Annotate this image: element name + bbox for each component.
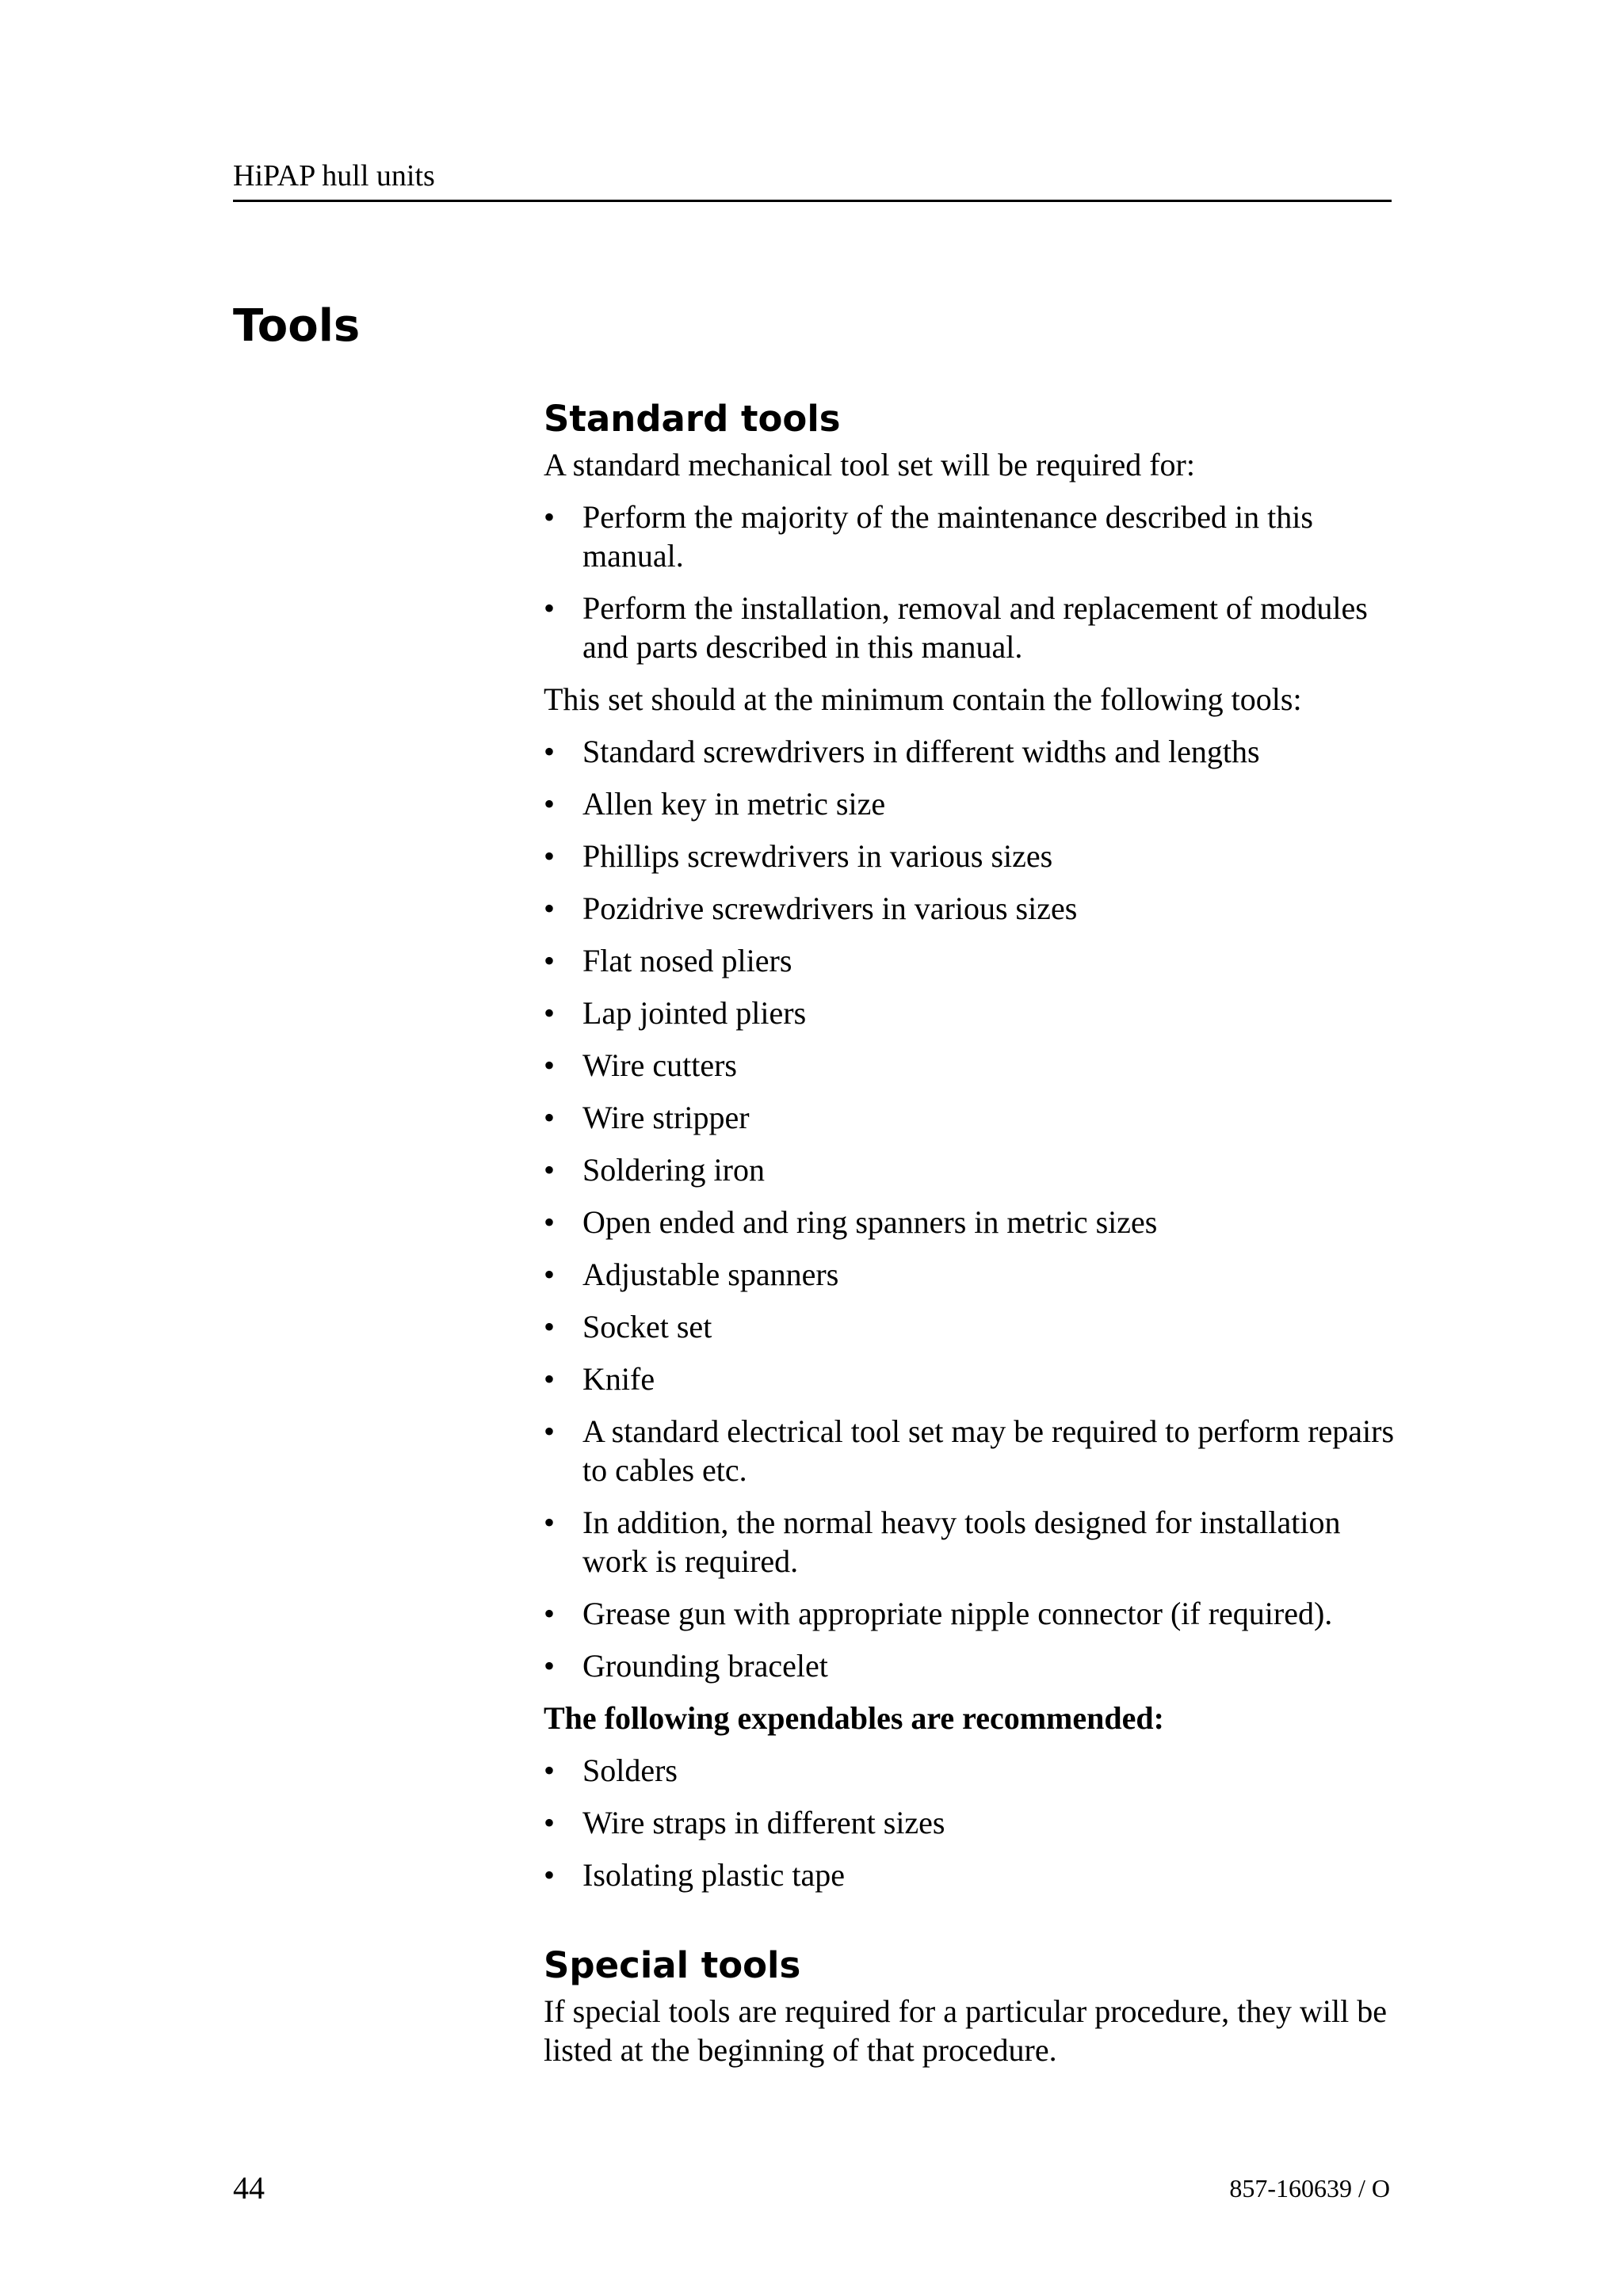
expendables-intro: The following expendables are recommended: [544, 1700, 1164, 1736]
bullet-icon: • [544, 1361, 556, 1397]
list-item-text: Solders [582, 1753, 678, 1788]
list-item [544, 1503, 1400, 1581]
list-item-text: Perform the installation, removal and replacement of modules and parts described in this manual. [582, 590, 1368, 665]
list-item [544, 994, 1400, 1032]
bullet-icon: • [544, 1257, 556, 1292]
list-item [544, 1855, 1400, 1894]
bullet-icon: • [544, 995, 556, 1031]
list-item-text: Pozidrive screwdrivers in various sizes [582, 891, 1078, 926]
list-item [544, 889, 1400, 928]
list-item-text: Adjustable spanners [582, 1257, 839, 1292]
list-item [544, 1360, 1400, 1398]
bullet-icon: • [544, 786, 556, 822]
tool-set-intro: This set should at the minimum contain the following tools: [544, 681, 1302, 717]
list-item-text: Knife [582, 1361, 655, 1397]
list-item-text: In addition, the normal heavy tools designed for installation work is required. [582, 1505, 1341, 1579]
bullet-icon: • [544, 1047, 556, 1083]
list-item [544, 1751, 1400, 1790]
bullet-icon: • [544, 1648, 556, 1684]
bullet-icon: • [544, 1309, 556, 1344]
list-item [544, 589, 1400, 666]
list-item-text: Wire cutters [582, 1047, 737, 1083]
list-item [544, 1307, 1400, 1346]
list-item [544, 1046, 1400, 1085]
bullet-icon: • [544, 891, 556, 926]
running-header: HiPAP hull units [233, 159, 435, 193]
section-gap [544, 1908, 1400, 1939]
list-item-text: Wire stripper [582, 1100, 750, 1135]
bullet-icon: • [544, 1857, 556, 1893]
purpose-list [544, 498, 1400, 666]
list-item-text: Socket set [582, 1309, 712, 1344]
list-item [544, 1646, 1400, 1685]
header-rule [233, 200, 1392, 202]
list-item [544, 1412, 1400, 1489]
list-item-text: Open ended and ring spanners in metric sizes [582, 1204, 1158, 1240]
list-item [544, 1098, 1400, 1137]
standard-tools-intro: A standard mechanical tool set will be required for: [544, 447, 1195, 482]
bullet-icon: • [544, 1805, 556, 1840]
bullet-icon: • [544, 1204, 556, 1240]
list-item-text: Grease gun with appropriate nipple connector (if required). [582, 1596, 1333, 1631]
list-item-text: Standard screwdrivers in different widths and lengths [582, 734, 1260, 769]
list-item-text: Flat nosed pliers [582, 943, 792, 978]
list-item-text: Perform the majority of the maintenance described in this manual. [582, 499, 1313, 574]
bullet-icon: • [544, 499, 556, 535]
bullet-icon: • [544, 1596, 556, 1631]
list-item [544, 498, 1400, 575]
list-item-text: Lap jointed pliers [582, 995, 807, 1031]
document-id: 857-160639 / O [1229, 2174, 1390, 2203]
list-item [544, 941, 1400, 980]
bullet-icon: • [544, 943, 556, 978]
bullet-icon: • [544, 1100, 556, 1135]
main-content [544, 393, 1400, 2083]
tool-list [544, 732, 1400, 1685]
list-item-text: Soldering iron [582, 1152, 765, 1188]
list-item [544, 1203, 1400, 1241]
bullet-icon: • [544, 838, 556, 874]
list-item-text: A standard electrical tool set may be required to perform repairs to cables etc. [582, 1413, 1395, 1488]
list-item [544, 1255, 1400, 1294]
standard-tools-heading: Standard tools [544, 398, 841, 440]
list-item [544, 1803, 1400, 1842]
section-title: Tools [233, 300, 361, 352]
bullet-icon: • [544, 590, 556, 626]
bullet-icon: • [544, 1505, 556, 1540]
list-item [544, 837, 1400, 875]
list-item [544, 1594, 1400, 1633]
bullet-icon: • [544, 1152, 556, 1188]
list-item [544, 1150, 1400, 1189]
special-tools-heading: Special tools [544, 1944, 801, 1986]
list-item-text: Grounding bracelet [582, 1648, 828, 1684]
list-item [544, 732, 1400, 771]
special-tools-text: If special tools are required for a particular procedure, they will be listed at the beginning of that procedure. [544, 1993, 1387, 2068]
list-item [544, 784, 1400, 823]
expendables-list [544, 1751, 1400, 1894]
list-item-text: Isolating plastic tape [582, 1857, 846, 1893]
list-item-text: Allen key in metric size [582, 786, 886, 822]
bullet-icon: • [544, 734, 556, 769]
bullet-icon: • [544, 1413, 556, 1449]
list-item-text: Wire straps in different sizes [582, 1805, 945, 1840]
page-number: 44 [233, 2170, 265, 2206]
list-item-text: Phillips screwdrivers in various sizes [582, 838, 1053, 874]
bullet-icon: • [544, 1753, 556, 1788]
